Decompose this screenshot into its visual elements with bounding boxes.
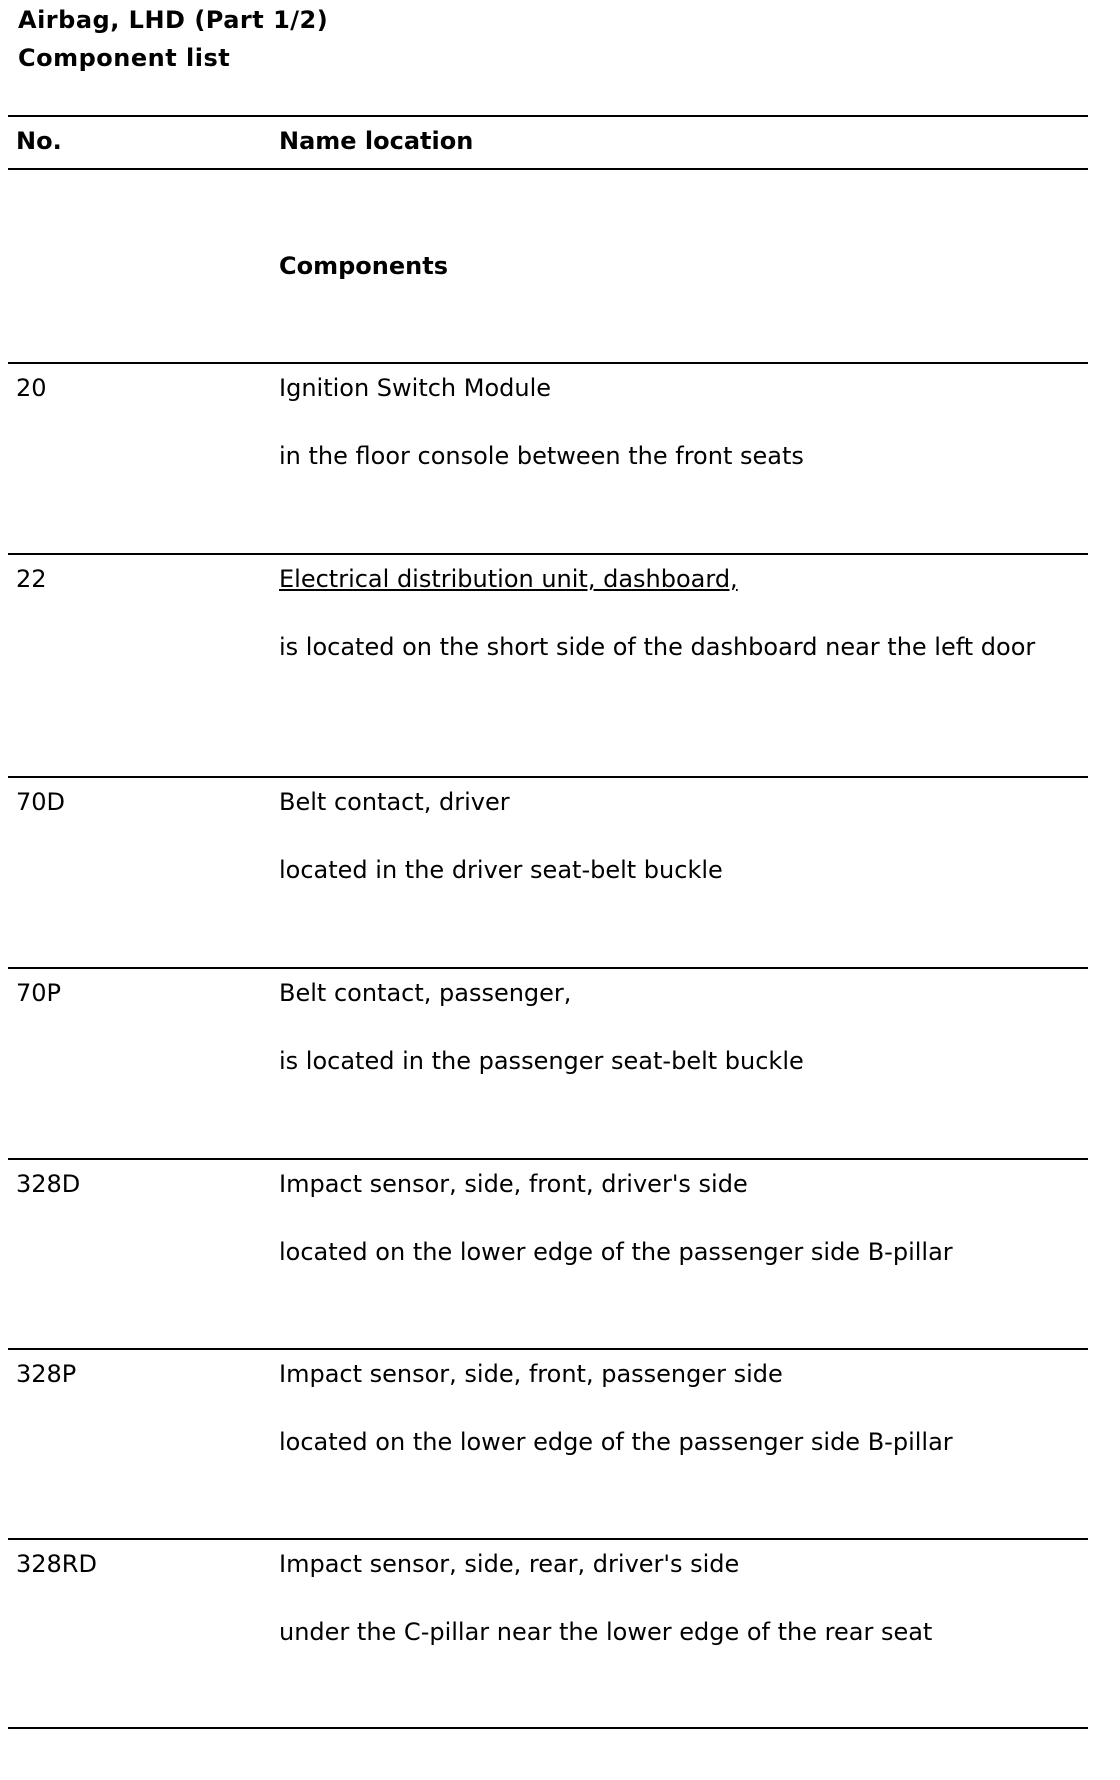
component-location: is located on the short side of the dashboard near the left door — [279, 633, 1036, 661]
document-subtitle: Component list — [18, 44, 231, 72]
component-location: is located in the passenger seat-belt buckle — [279, 1047, 804, 1075]
component-location: located on the lower edge of the passenger side B-pillar — [279, 1428, 953, 1456]
row-divider — [8, 553, 1088, 555]
component-number: 22 — [16, 565, 47, 593]
component-number: 70D — [16, 788, 66, 816]
component-name: Ignition Switch Module — [279, 374, 552, 402]
row-divider — [8, 362, 1088, 364]
component-name: Impact sensor, side, front, passenger side — [279, 1360, 783, 1388]
column-header-no: No. — [16, 127, 62, 155]
component-location: in the floor console between the front seats — [279, 442, 804, 470]
row-divider — [8, 1348, 1088, 1350]
component-location: under the C-pillar near the lower edge of the rear seat — [279, 1618, 933, 1646]
component-number: 328P — [16, 1360, 77, 1388]
component-number: 328D — [16, 1170, 81, 1198]
component-number: 20 — [16, 374, 47, 402]
document-title: Airbag, LHD (Part 1/2) — [18, 6, 329, 34]
component-number: 328RD — [16, 1550, 97, 1578]
component-name-link[interactable]: Electrical distribution unit, dashboard, — [279, 565, 738, 593]
component-name: Belt contact, driver — [279, 788, 510, 816]
component-name: Impact sensor, side, front, driver's side — [279, 1170, 748, 1198]
header-bottom-rule — [8, 168, 1088, 170]
component-name: Impact sensor, side, rear, driver's side — [279, 1550, 740, 1578]
row-divider — [8, 1158, 1088, 1160]
table-bottom-rule — [8, 1727, 1088, 1729]
column-header-name-location: Name location — [279, 127, 474, 155]
row-divider — [8, 1538, 1088, 1540]
row-divider — [8, 776, 1088, 778]
component-name: Belt contact, passenger, — [279, 979, 572, 1007]
component-location: located on the lower edge of the passenger side B-pillar — [279, 1238, 953, 1266]
component-number: 70P — [16, 979, 62, 1007]
component-location: located in the driver seat-belt buckle — [279, 856, 723, 884]
row-divider — [8, 967, 1088, 969]
section-label-components: Components — [279, 252, 448, 280]
table-top-rule — [8, 115, 1088, 117]
